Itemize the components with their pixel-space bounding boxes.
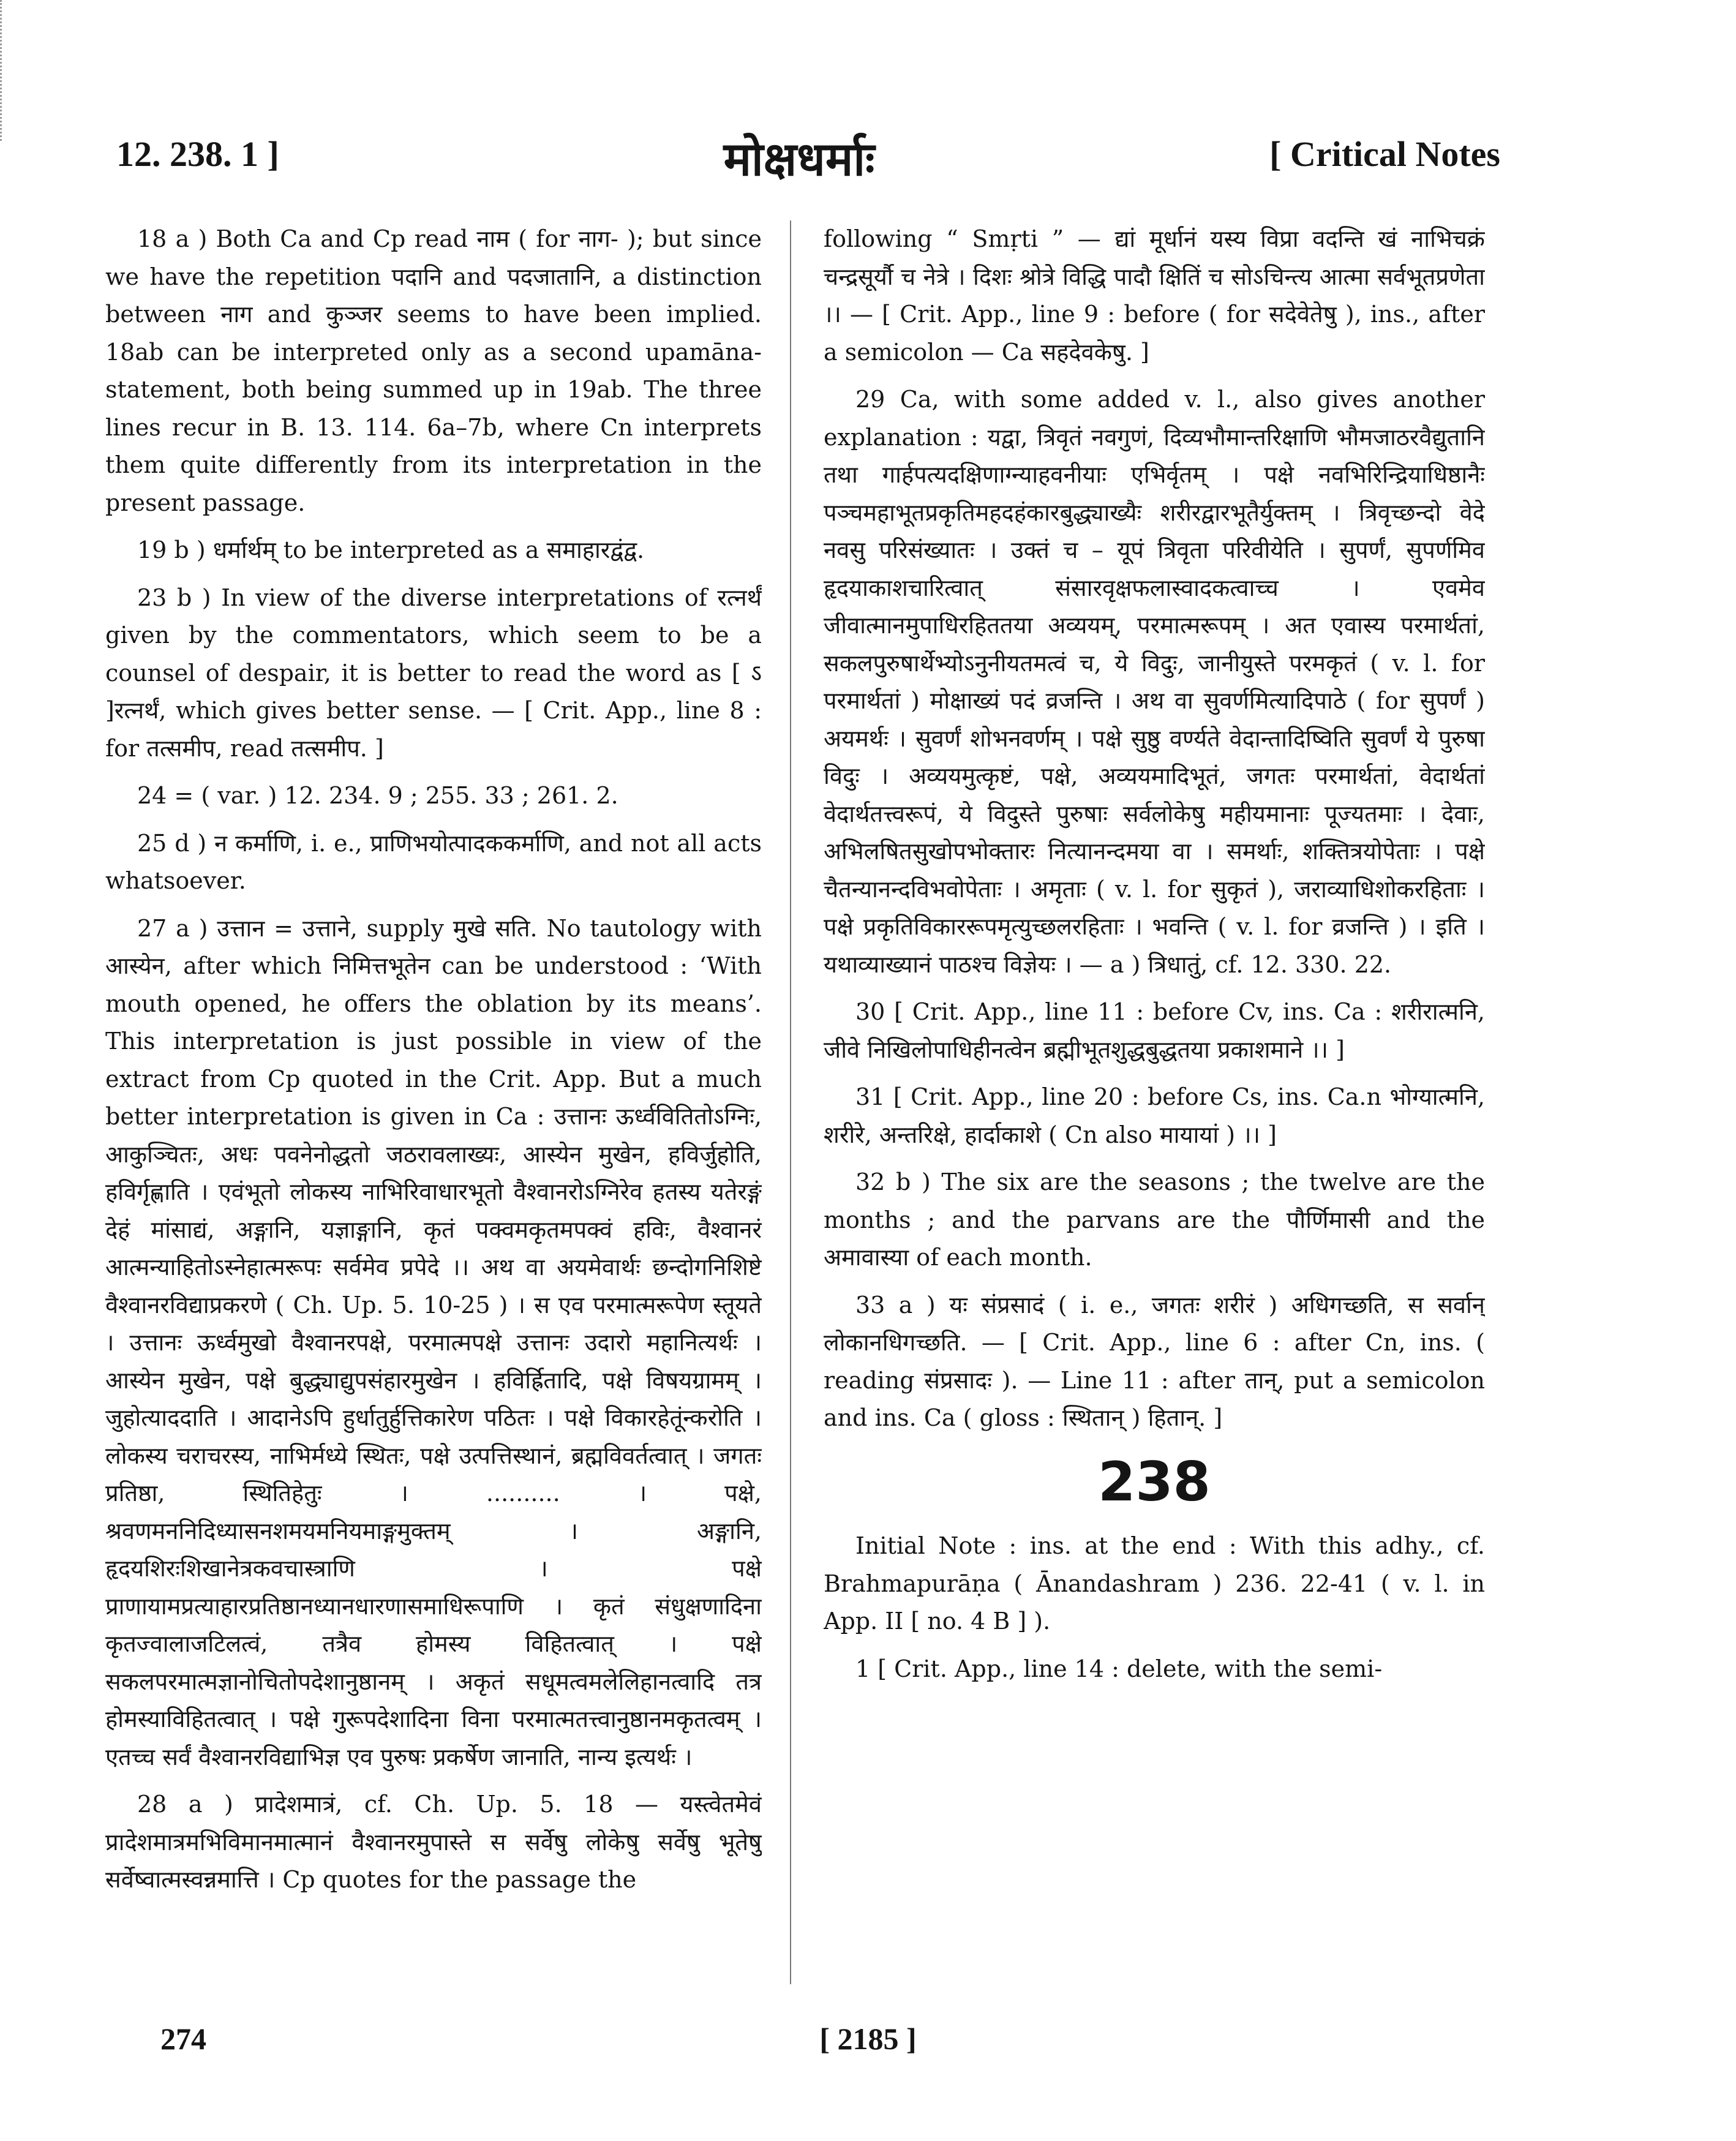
note-30: 30 [ Crit. App., line 11 : before Cv, ins. Ca : शरीरात्मनि, जीवे निखिलोपाधिहीनत्वेन ब्रह्मीभूतशुद्धबुद्धतया प्रकाशमाने ।। ]: [824, 998, 1485, 1063]
footer-page-number: 274: [160, 2022, 206, 2056]
note-28: 28 a ) प्रादेशमात्रं, cf. Ch. Up. 5. 18 — यस्त्वेतमेवं प्रादेशमात्रमभिविमानमात्मानं वैश्वानरमुपास्ते स सर्वेषु लोकेषु सर्वेषु भूतेषु सर्वेष्वात्मस्वन्नमात्ति । Cp quotes for the passage the: [105, 1791, 762, 1893]
note-1: 1 [ Crit. App., line 14 : delete, with the semi-: [855, 1655, 1383, 1682]
header-reference: 12. 238. 1 ]: [116, 134, 279, 174]
running-header: [98, 122, 1500, 196]
left-column: [105, 220, 762, 1984]
note-33: 33 a ) यः संप्रसादं ( i. e., जगतः शरीरं ) अधिगच्छति, स सर्वान् लोकानधिगच्छति. — [ Crit. App., line 6 : after Cn, ins. ( reading संप्रसादः ). — Line 11 : after तान्, put a semicolon and ins. Ca ( gloss : स्थितान् ) हितान्. ]: [824, 1291, 1485, 1431]
initial-note: Initial Note : ins. at the end : With this adhy., cf. Brahmapurāṇa ( Ānandashram ) 236. 22-41 ( v. l. in App. II [ no. 4 B ] ).: [824, 1532, 1485, 1635]
note-32: 32 b ) The six are the seasons ; the twelve are the months ; and the parvans are the पौर्णिमासी and the अमावास्या of each month.: [824, 1168, 1485, 1271]
note-29: 29 Ca, with some added v. l., also gives another explanation : यद्वा, त्रिवृतं नवगुणं, दिव्यभौमान्तरिक्षाणि भौमजाठरवैद्युतानि तथा गार्हपत्यदक्षिणाग्न्याहवनीयाः एभिर्वृतम् । पक्षे नवभिरिन्द्रियाधिष्ठानैः पञ्चमहाभूतप्रकृतिमहदहंकारबुद्ध्याख्यैः शरीरद्वारभूतैर्युक्तम् । त्रिवृच्छन्दो वेदे नवसु परिसंख्यातः । उक्तं च – यूपं त्रिवृता परिवीयेति । सुपर्णं, सुपर्णमिव हृदयाकाशचारित्वात् संसारवृक्षफलास्वादकत्वाच्च । एवमेव जीवात्मानमुपाधिरहिततया अव्ययम्, परमात्मरूपम् । अत एवास्य परमार्थतां, सकलपुरुषार्थेभ्योऽनुनीयतमत्वं च, ये विदुः, जानीयुस्ते परमकृतं ( v. l. for परमार्थतां ) मोक्षाख्यं पदं व्रजन्ति । अथ वा सुवर्णमित्यादिपाठे ( for सुपर्णं ) अयमर्थः । सुवर्णं शोभनवर्णम् । पक्षे सुष्ठु वर्ण्यते वेदान्तादिष्विति सुवर्णं ये पुरुषा विदुः । अव्ययमुत्कृष्टं, पक्षे, अव्ययमादिभूतं, जगतः परमार्थतां, वेदार्थतां वेदार्थतत्त्वरूपं, ये विदुस्ते पुरुषाः सर्वलोकेषु महीयमानाः पूज्यतमाः । देवाः, अभिलषितसुखोपभोक्तारः नित्यानन्दमया वा । समर्थाः, शक्तित्रयोपेताः । पक्षे चैतन्यानन्दविभवोपेताः । अमृताः ( v. l. for सुकृतं ), जराव्याधिशोकरहिताः । पक्षे प्रकृतिविकाररूपमृत्युच्छलरहिताः । भवन्ति ( v. l. for व्रजन्ति ) । इति । यथाव्याख्यानं पाठश्च विज्ञेयः । — a ) त्रिधातुं, cf. 12. 330. 22.: [824, 386, 1485, 978]
note-24: 24 = ( var. ) 12. 234. 9 ; 255. 33 ; 261. 2.: [137, 782, 618, 809]
note-19: 19 b ) धर्मार्थम् to be interpreted as a समाहारद्वंद्व.: [137, 536, 645, 563]
adhyaya-number: 238: [1098, 1450, 1211, 1513]
footer-print-page: [ 2185 ]: [819, 2022, 917, 2056]
note-25: 25 d ) न कर्माणि, i. e., प्राणिभयोत्पादककर्माणि, and not all acts whatsoever.: [105, 829, 762, 894]
note-27: 27 a ) उत्तान = उत्ताने, supply मुखे सति. No tautology with आस्येन, after which निमित्तभूतेन can be understood : ‘With mouth opened, he offers the oblation by its means’. This interpretation is just possible in view of the extract from Cp quoted in the Crit. App. But a much better interpretation is given in Ca : उत्तानः ऊर्ध्ववितितोऽग्निः, आकुञ्चितः, अधः पवनेनोद्धतो जठरावलाख्यः, आस्येन मुखेन, हविर्जुहोति, हविर्गृह्णाति । एवंभूतो लोकस्य नाभिरिवाधारभूतो वैश्वानरोऽग्निरेव हतस्य यतेरङ्गं देहं मांसाद्यं, अङ्गानि, यज्ञाङ्गानि, कृतं पक्वमकृतमपक्वं हविः, वैश्वानरं आत्मन्याहितोऽस्नेहात्मरूपः सर्वमेव प्रपेदे ।। अथ वा अयमेवार्थः छन्दोगनिशिष्टे वैश्वानरविद्याप्रकरणे ( Ch. Up. 5. 10-25 ) । स एव परमात्मरूपेण स्तूयते । उत्तानः ऊर्ध्वमुखो वैश्वानरपक्षे, परमात्मपक्षे उत्तानः उदारो महानित्यर्थः । आस्येन मुखेन, पक्षे बुद्ध्याद्युपसंहारमुखेन । हविर्ह्रितादि, पक्षे विषयग्रामम् । जुहोत्याददाति । आदानेऽपि हुर्धातुर्हुत्तिकारेण पठितः । पक्षे विकारहेतूंन्करोति । लोकस्य चराचरस्य, नाभिर्मध्ये स्थितः, पक्षे उत्पत्तिस्थानं, ब्रह्मविवर्तत्वात् । जगतः प्रतिष्ठा, स्थितिहेतुः । .......... । पक्षे, श्रवणमननिदिध्यासनशमयमनियमाङ्गमुक्तम् । अङ्गानि, हृदयशिरःशिखानेत्रकवचास्त्राणि । पक्षे प्राणायामप्रत्याहारप्रतिष्ठानध्यानधारणासमाधिरूपाणि । कृतं संधुक्षणादिना कृतज्वालाजटिलत्वं, तत्रैव होमस्य विहितत्वात् । पक्षे सकलपरमात्मज्ञानोचितोपदेशानुष्ठानम् । अकृतं सधूमत्वमलेलिहानत्वादि तत्र होमस्याविहितत्वात् । पक्षे गुरूपदेशादिना विना परमात्मतत्त्वानुष्ठानमकृतत्वम् । एतच्च सर्वं वैश्वानरविद्याभिज्ञ एव पुरुषः प्रकर्षेण जानाति, नान्य इत्यर्थः ।: [105, 914, 762, 1770]
note-18: 18 a ) Both Ca and Cp read नाम ( for नाग- ); but since we have the repetition पदानि and पदजातानि, a distinction between नाग and कुञ्जर seems to have been implied. 18ab can be interpreted only as a second upamāna-statement, both being summed up in 19ab. The three lines recur in B. 13. 114. 6a–7b, where Cn interprets them quite differently from its interpretation in the present passage.: [105, 225, 762, 516]
header-section: [ Critical Notes: [1269, 134, 1500, 174]
right-column: [824, 220, 1485, 2033]
note-23: 23 b ) In view of the diverse interpretations of रत्नर्थं given by the commentators, which seem to be a counsel of despair, it is better to read the word as [ ऽ ]रत्नर्थं, which gives better sense. — [ Crit. App., line 8 : for तत्समीप, read तत्समीप. ]: [105, 584, 762, 762]
note-31: 31 [ Crit. App., line 20 : before Cs, ins. Ca.n भोग्यात्मनि, शरीरे, अन्तरिक्षे, हार्दाकाशे ( Cn also मायायां ) ।। ]: [824, 1083, 1485, 1148]
column-divider: [790, 220, 791, 1984]
note-28-continued: following “ Smṛti ” — द्यां मूर्धानं यस्य विप्रा वदन्ति खं नाभिचक्रं चन्द्रसूर्यौ च नेत्रे । दिशः श्रोत्रे विद्धि पादौ क्षितिं च सोऽचिन्त्य आत्मा सर्वभूतप्रणेता ।। — [ Crit. App., line 9 : before ( for सदेवेतेषु ), ins., after a semicolon — Ca सहदेवकेषु. ]: [824, 225, 1485, 366]
header-title: मोक्षधर्माः: [723, 132, 875, 186]
scan-edge: [0, 0, 10, 141]
